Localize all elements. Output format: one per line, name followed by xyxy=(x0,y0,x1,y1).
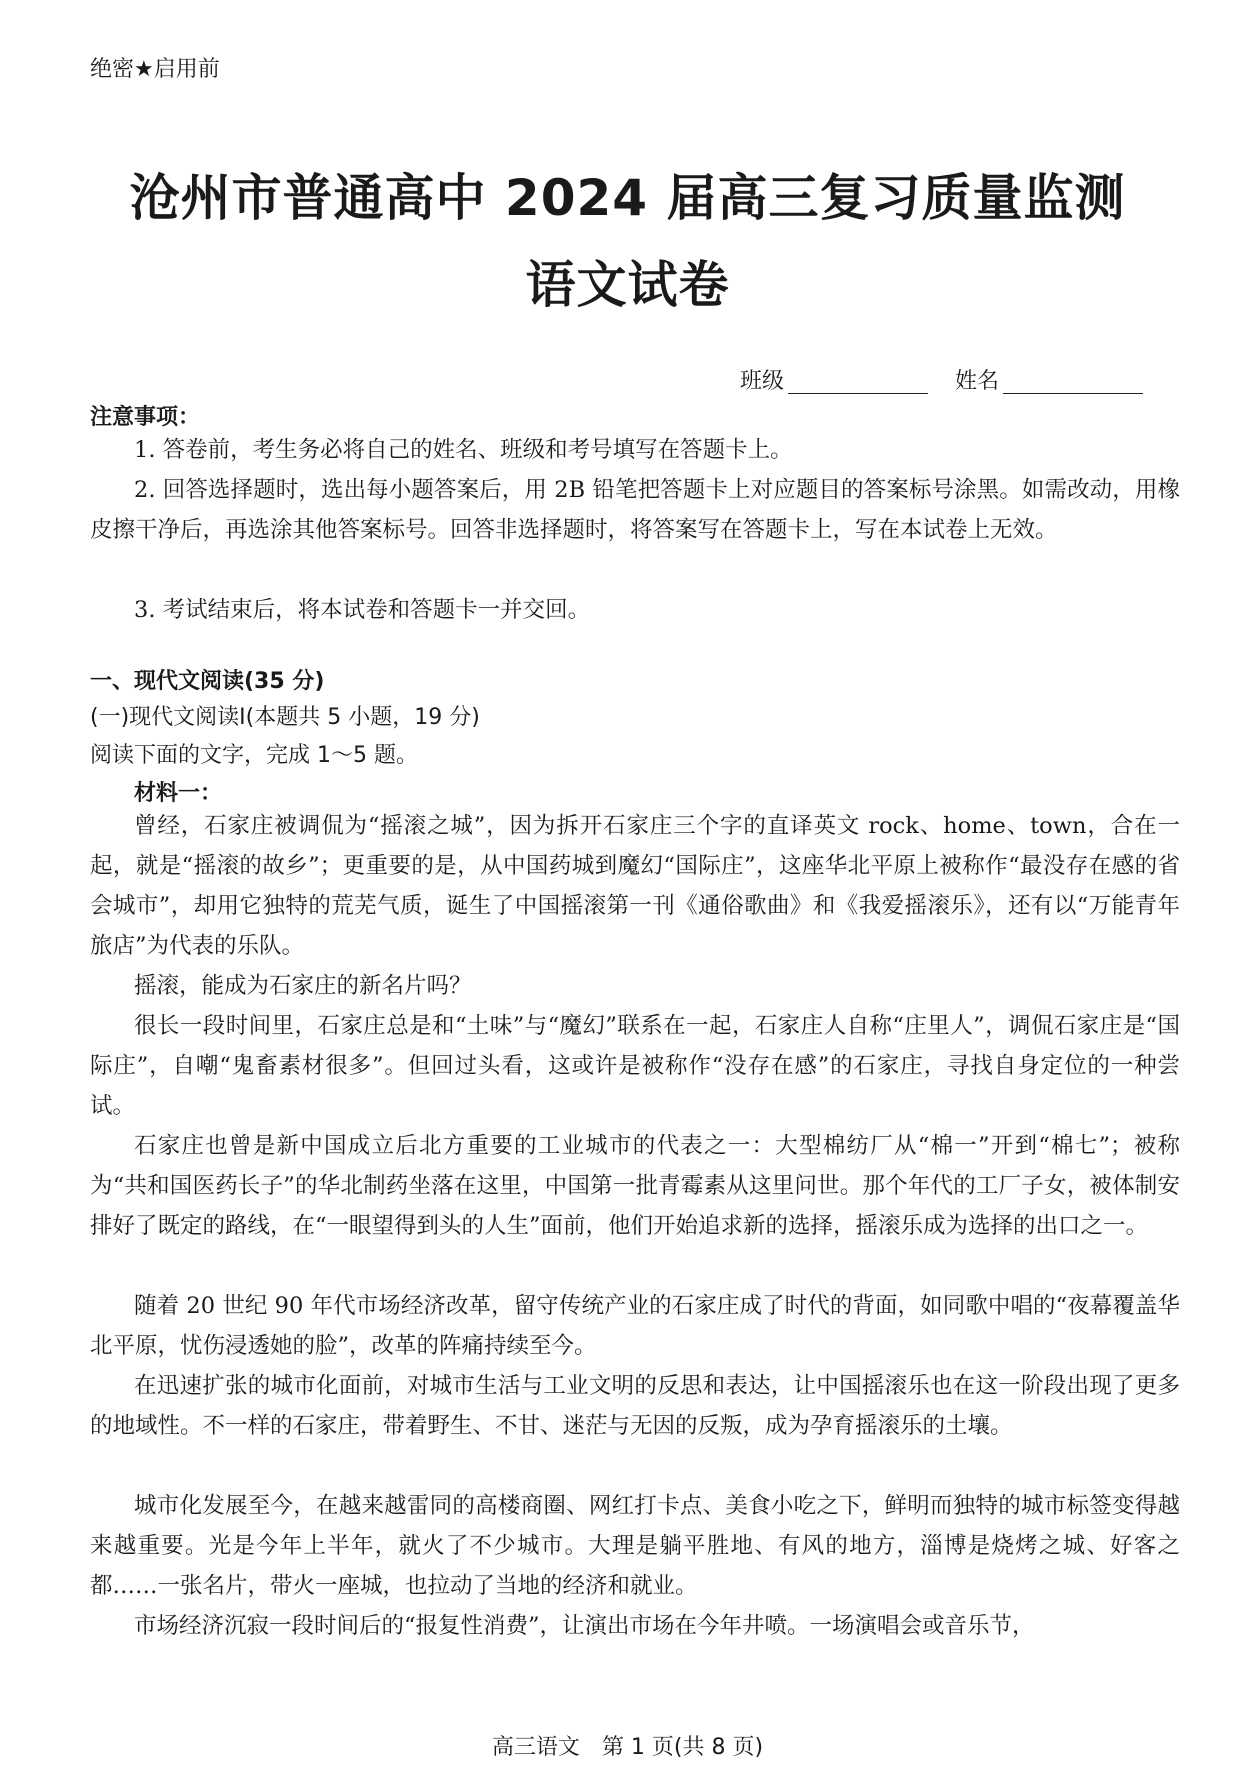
class-field xyxy=(740,364,928,395)
paragraph: 石家庄也曾是新中国成立后北方重要的工业城市的代表之一：大型棉纺厂从“棉一”开到“棉七”；被称为“共和国医药长子”的华北制药坐落在这里，中国第一批青霉素从这里问世。那个年代的工厂子女，被体制安排好了既定的路线，在“一眼望得到头的人生”面前，他们开始追求新的选择，摇滚乐成为选择的出口之一。 xyxy=(90,1133,1180,1239)
section-instruction: 阅读下面的文字，完成 1～5 题。 xyxy=(90,743,418,768)
class-label: 班级 xyxy=(740,369,785,394)
paragraph: 随着 20 世纪 90 年代市场经济改革，留守传统产业的石家庄成了时代的背面，如同歌中唱的“夜幕覆盖华北平原，忧伤浸透她的脸”，改革的阵痛持续至今。 xyxy=(90,1293,1180,1359)
secret-label: 绝密★启用前 xyxy=(90,57,220,82)
note-item: 2. 回答选择题时，选出每小题答案后，用 2B 铅笔把答题卡上对应题目的答案标号涂黑。如需改动，用橡皮擦干净后，再选涂其他答案标号。回答非选择题时，将答案写在答题卡上，写在本试卷上无效。 xyxy=(90,477,1180,543)
paragraph: 摇滚，能成为石家庄的新名片吗？ xyxy=(134,973,472,999)
name-blank[interactable] xyxy=(1003,371,1143,394)
section-subheading: (一)现代文阅读Ⅰ(本题共 5 小题，19 分) xyxy=(90,705,480,730)
name-field xyxy=(955,364,1143,395)
exam-title: 沧州市普通高中 2024 届高三复习质量监测 xyxy=(129,169,1126,227)
page-footer: 高三语文 第 1 页(共 8 页) xyxy=(491,1735,764,1760)
note-item: 1. 答卷前，考生务必将自己的姓名、班级和考号填写在答题卡上。 xyxy=(134,437,793,463)
notes-heading: 注意事项： xyxy=(90,405,201,430)
paragraph: 在迅速扩张的城市化面前，对城市生活与工业文明的反思和表达，让中国摇滚乐也在这一阶段出现了更多的地域性。不一样的石家庄，带着野生、不甘、迷茫与无因的反叛，成为孕育摇滚乐的土壤。 xyxy=(90,1373,1180,1439)
paragraph: 城市化发展至今，在越来越雷同的高楼商圈、网红打卡点、美食小吃之下，鲜明而独特的城市标签变得越来越重要。光是今年上半年，就火了不少城市。大理是躺平胜地、有风的地方，淄博是烧烤之城、好客之都……一张名片，带火一座城，也拉动了当地的经济和就业。 xyxy=(90,1493,1180,1599)
note-item: 3. 考试结束后，将本试卷和答题卡一并交回。 xyxy=(134,597,591,623)
paragraph: 市场经济沉寂一段时间后的“报复性消费”，让演出市场在今年井喷。一场演唱会或音乐节， xyxy=(134,1613,1035,1639)
section-heading: 一、现代文阅读(35 分) xyxy=(90,669,325,694)
paragraph: 曾经，石家庄被调侃为“摇滚之城”，因为拆开石家庄三个字的直译英文 rock、home、town，合在一起，就是“摇滚的故乡”；更重要的是，从中国药城到魔幻“国际庄”，这座华北平原上被称作“最没存在感的省会城市”，却用它独特的荒芜气质，诞生了中国摇滚第一刊《通俗歌曲》和《我爱摇滚乐》，还有以“万能青年旅店”为代表的乐队。 xyxy=(90,813,1180,959)
class-blank[interactable] xyxy=(788,371,928,394)
exam-subtitle: 语文试卷 xyxy=(525,256,730,314)
name-label: 姓名 xyxy=(955,369,1000,394)
material-label: 材料一： xyxy=(134,781,223,806)
paragraph: 很长一段时间里，石家庄总是和“土味”与“魔幻”联系在一起，石家庄人自称“庄里人”，调侃石家庄是“国际庄”，自嘲“鬼畜素材很多”。但回过头看，这或许是被称作“没存在感”的石家庄，寻找自身定位的一种尝试。 xyxy=(90,1013,1180,1119)
